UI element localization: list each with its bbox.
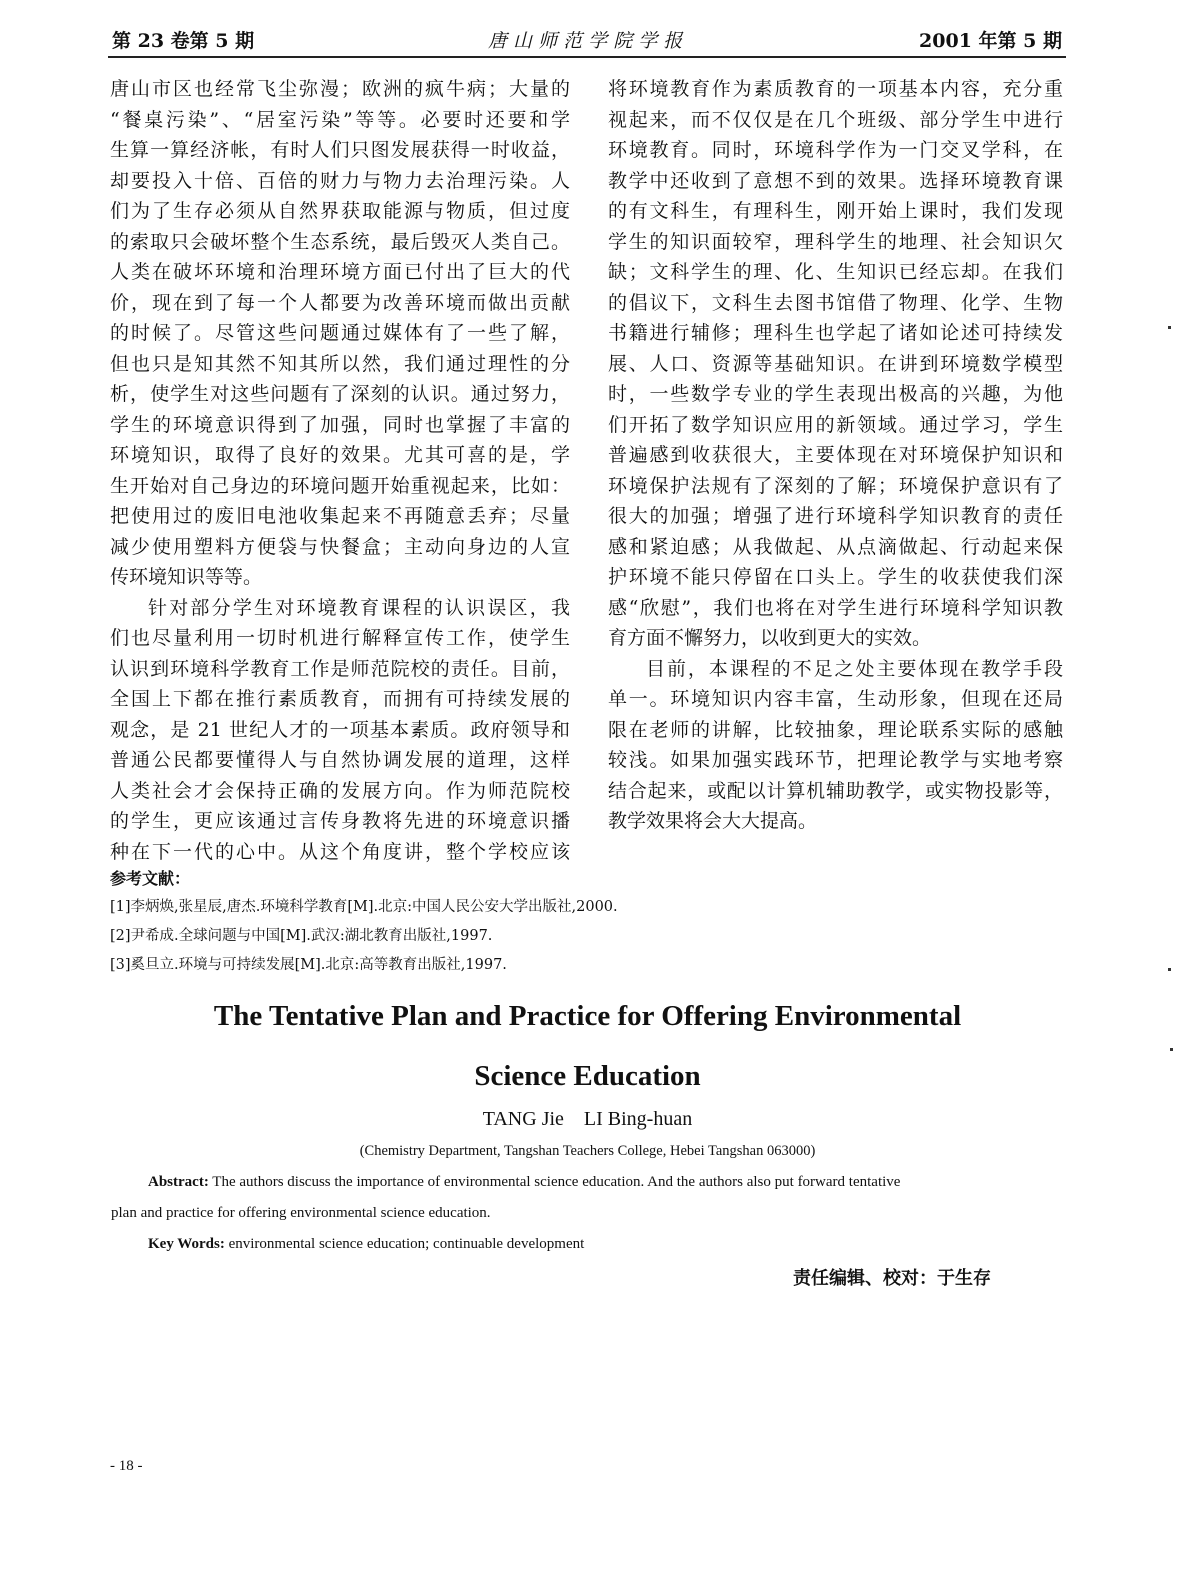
text-line: 护环境不能只停留在口头上。学生的收获使我们深 (608, 566, 1063, 588)
text-line: 育方面不懈努力，以收到更大的实效。 (608, 627, 932, 649)
text-line: 针对部分学生对环境教育课程的认识误区，我 (148, 596, 570, 619)
text-line: 的时候了。尽管这些问题通过媒体有了一些了解， (110, 322, 570, 344)
text-line: 很大的加强；增强了进行环境科学知识教育的责任 (608, 505, 1063, 527)
english-title-line2: Science Education (474, 1060, 701, 1092)
text-line: 展、人口、资源等基础知识。在讲到环境数学模型 (608, 352, 1063, 375)
scan-speck (1170, 1048, 1173, 1051)
text-line: 目前，本课程的不足之处主要体现在教学手段 (646, 657, 1063, 680)
references-heading: 参考文献： (110, 869, 191, 888)
text-line: 书籍进行辅修；理科生也学起了诸如论述可持续发 (608, 322, 1063, 344)
text-line: 的倡议下，文科生去图书馆借了物理、化学、生物 (608, 291, 1063, 314)
text-line: 们为了生存必须从自然界获取能源与物质，但过度 (110, 200, 570, 222)
text-line: 全国上下都在推行素质教育，而拥有可持续发展的 (110, 688, 570, 710)
text-line: 把使用过的废旧电池收集起来不再随意丢弃；尽量 (110, 505, 570, 527)
text-line: 缺；文科学生的理、化、生知识已经忘却。在我们 (608, 261, 1063, 283)
text-line: 较浅。如果加强实践环节，把理论教学与实地考察 (608, 749, 1063, 771)
text-line: 的有文科生，有理科生，刚开始上课时，我们发现 (608, 200, 1063, 222)
text-line: “餐桌污染”、“居室污染”等等。必要时还要和学 (110, 108, 570, 131)
text-line: 结合起来，或配以计算机辅助教学，或实物投影等， (608, 779, 1063, 802)
text-line: 感和紧迫感；从我做起、从点滴做起、行动起来保 (608, 535, 1063, 558)
issue-info: 2001 年第 5 期 (919, 30, 1062, 52)
text-line: 普通公民都要懂得人与自然协调发展的道理，这样 (110, 749, 570, 771)
text-line: 学生的环境意识得到了加强，同时也掌握了丰富的 (110, 413, 570, 436)
text-line: 单一。环境知识内容丰富，生动形象，但现在还局 (608, 688, 1063, 710)
text-line: 认识到环境科学教育工作是师范院校的责任。目前， (110, 657, 570, 680)
keywords (148, 1236, 584, 1253)
text-line: 析，使学生对这些问题有了深刻的认识。通过努力， (110, 383, 570, 405)
text-line: 减少使用塑料方便袋与快餐盒；主动向身边的人宣 (110, 535, 570, 558)
text-line: 们开拓了数学知识应用的新领域。通过学习，学生 (608, 413, 1063, 436)
text-line: 的索取只会破坏整个生态系统，最后毁灭人类自己。 (110, 230, 570, 253)
text-line: 视起来，而不仅仅是在几个班级、部分学生中进行 (608, 108, 1063, 131)
affiliation: (Chemistry Department, Tangshan Teachers College, Hebei Tangshan 063000) (359, 1143, 816, 1159)
text-line: 环境保护法规有了深刻的了解；环境保护意识有了 (608, 474, 1063, 497)
scan-speck (1168, 326, 1171, 329)
text-line: 唐山市区也经常飞尘弥漫；欧洲的疯牛病；大量的 (110, 78, 570, 100)
abstract-label: Abstract: (148, 1174, 209, 1190)
authors: TANG Jie LI Bing-huan (482, 1108, 693, 1130)
editor-credit: 责任编辑、校对：于生存 (793, 1268, 991, 1289)
text-line: 却要投入十倍、百倍的财力与物力去治理污染。人 (110, 169, 570, 192)
text-line: 但也只是知其然不知其所以然，我们通过理性的分 (110, 352, 570, 375)
text-line: 生算一算经济帐，有时人们只图发展获得一时收益， (110, 139, 570, 161)
page-number: - 18 - (110, 1458, 143, 1474)
english-title-line1: The Tentative Plan and Practice for Offering Environmental (213, 1000, 962, 1032)
text-line: 生开始对自己身边的环境问题开始重视起来，比如： (110, 474, 570, 497)
reference-item: [3]奚旦立.环境与可持续发展[M].北京:高等教育出版社,1997. (110, 957, 507, 973)
text-line: 的学生，更应该通过言传身教将先进的环境意识播 (110, 810, 570, 832)
text-line: 教学中还收到了意想不到的效果。选择环境教育课 (608, 169, 1063, 192)
text-line: 普遍感到收获很大，主要体现在对环境保护知识和 (608, 444, 1063, 466)
text-line: 环境教育。同时，环境科学作为一门交叉学科，在 (608, 139, 1063, 161)
text-line: 学生的知识面较窄，理科学生的地理、社会知识欠 (608, 230, 1063, 253)
text-line: 价，现在到了每一个人都要为改善环境而做出贡献 (110, 291, 570, 314)
text-line: 将环境教育作为素质教育的一项基本内容，充分重 (608, 78, 1063, 100)
journal-name: 唐 山 师 范 学 院 学 报 (488, 30, 683, 52)
text-line: 教学效果将会大大提高。 (608, 810, 818, 832)
header-rule (108, 56, 1066, 58)
scan-speck (1168, 968, 1171, 971)
text-line: 限在老师的讲解，比较抽象，理论联系实际的感触 (608, 718, 1063, 741)
reference-item: [1]李炳焕,张星辰,唐杰.环境科学教育[M].北京:中国人民公安大学出版社,2000. (110, 899, 618, 915)
keywords-text: environmental science education; continuable development (224, 1236, 585, 1252)
volume-info: 第 23 卷第 5 期 (112, 30, 255, 52)
text-line: 环境知识，取得了良好的效果。尤其可喜的是，学 (110, 444, 570, 466)
right-column (608, 74, 1063, 837)
left-column (110, 74, 570, 867)
text-line: 们也尽量利用一切时机进行解释宣传工作，使学生 (110, 627, 570, 649)
references (110, 864, 618, 980)
abstract-line1 (148, 1174, 900, 1191)
abstract-text: The authors discuss the importance of environmental science education. And the authors also put forward tentative (208, 1174, 901, 1190)
text-line: 人类社会才会保持正确的发展方向。作为师范院校 (110, 779, 570, 802)
text-line: 人类在破坏环境和治理环境方面已付出了巨大的代 (110, 261, 570, 283)
reference-item: [2]尹希成.全球问题与中国[M].武汉:湖北教育出版社,1997. (110, 928, 493, 944)
text-line: 感“欣慰”，我们也将在对学生进行环境科学知识教 (608, 596, 1063, 619)
text-line: 时，一些数学专业的学生表现出极高的兴趣，为他 (608, 383, 1063, 405)
text-line: 种在下一代的心中。从这个角度讲，整个学校应该 (110, 840, 570, 863)
text-line: 传环境知识等等。 (110, 566, 263, 588)
text-line: 观念，是 21 世纪人才的一项基本素质。政府领导和 (110, 718, 570, 741)
abstract-line2: plan and practice for offering environmental science education. (111, 1205, 491, 1221)
keywords-label: Key Words: (148, 1236, 225, 1252)
